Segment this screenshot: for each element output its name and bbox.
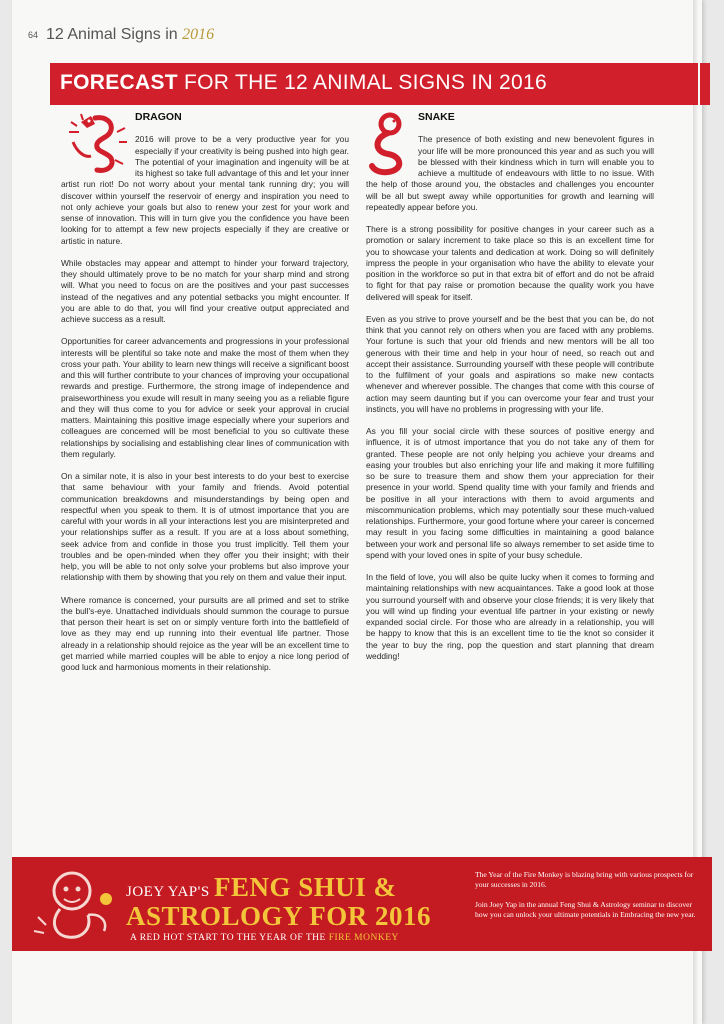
ad-tagline-gold: FIRE MONKEY [328,933,399,943]
page-number: 64 [28,29,39,40]
article-title [60,71,547,95]
ad-headline-line2: ASTROLOGY FOR 2016 [126,901,432,931]
ad-tagline-white: A RED HOT START TO THE YEAR OF THE [130,933,326,943]
dragon-heading: DRAGON [135,111,182,123]
ad-promo-paragraph: Join Joey Yap in the annual Feng Shui & Astrology seminar to discover how you can unlock your ultimate potentials in Embracing the new year. [475,900,696,919]
snake-paragraph: The presence of both existing and new benevolent figures in your life will be more pronounced this year and as such you will be blessed with their kindness which in turn will enable you to achieve a multitude of endeavours with little to no issue. With the help of those around you, the obstacles and challenges you encounter will be all but swept away while opportunities for growth and learning will repeatedly appear before you. [366,134,654,212]
ad-headline-line1 [126,872,396,903]
snake-emblem-icon [366,112,412,176]
dragon-column [61,112,349,684]
article-title-bold: FORECAST [60,71,178,94]
dragon-paragraph: While obstacles may appear and attempt to hinder your forward trajectory, they should ultimately prove to be no match for your sharp mind and strong will. What you need to focus on are the positives and your past successes instead of the negatives and any potential setbacks you might encounter. If you are able to do that, you will find your creative output appreciated and achieve success as a result. [61,257,349,324]
dragon-paragraph: 2016 will prove to be a very productive year for you especially if your creativity is being pushed into high gear. The potential of your imagination and ingenuity will be at its highest so take full advantage of this and let your inner artist run riot! Do not worry about your mental tank running dry; you will discover within yourself the reservoir of energy and inspiration you need to not only achieve your goals but also to renew your zest for your work and sense of innovation. This will in turn give you the confidence you have been looking for to attempt a few new projects especially if they are creative or artistic in nature. [61,134,349,246]
snake-paragraph: As you fill your social circle with these sources of positive energy and influence, it is of utmost importance that you do not take any of them for granted. These people are not only helping you achieve your dreams and easing your troubles but also enriching your life and making it more fulfilling so be sure to treasure them and show them your appreciation for their presence in your world. Spend quality time with your family and friends and be positive in all your interactions with them to avoid arguments and miscommunication problems, which may potentially sour these much-valued relationships. Furthermore, your good fortune where your career is concerned may result in you facing some difficulties in maintaining a good balance between your work and personal life so always remember to set aside time to spend with your loved ones in spite of your busy schedule. [366,426,654,560]
dragon-paragraph: Opportunities for career advancements and progressions in your professional interests will be plentiful so take note and make the most of them when they cross your path. Your ability to learn new things will receive a significant boost and this will further contribute to your chances of improving your occupational rewards and prestige. Furthermore, the strong image of independence and praiseworthiness you exude will result in many seeing you as a reliable figure and they will thus come to you for advice or seek your approval in crucial matters. Maintaining this positive image especially where your superiors and colleagues are concerned will be most beneficial to you so cultivate these relationships by socialising and establishing clear lines of communication with them regularly. [61,336,349,459]
ad-headline-feng-shui: FENG SHUI & [213,872,397,902]
dragon-paragraph: Where romance is concerned, your pursuits are all primed and set to strike the bull's-eye. Unattached individuals should summon the courage to pursue that person their heart is set on or simply venture forth into the battlefield of love as they may end up running into their eventual life partner. Those already in a relationship should rejoice as the year will be an excellent time to get married while married couples will be able to enjoy a nice long period of good luck and harmonious moments in their relationship. [61,594,349,672]
article-title-rest: FOR THE 12 ANIMAL SIGNS IN 2016 [184,71,547,94]
snake-paragraph: Even as you strive to prove yourself and be the best that you can be, do not think that you cannot rely on others when you are faced with any problems. Your fortune is such that your old friends and new mentors will be all too generous with their time and help in your hour of need, so reach out and accept their assistance. Surrounding yourself with these people will contribute to the fulfilment of your goals and aspirations so make new contacts whenever and wherever possible. The changes that come with this course of action may seem daunting but if you can overcome your fear and trust your instincts, you will have no problems in progressing with your life. [366,313,654,414]
dragon-paragraph: On a similar note, it is also in your best interests to do your best to exercise that same behaviour with your family and friends. Avoid potential communication breakdowns and misunderstandings by being open and respectful when you speak to them. It is of utmost importance that you are careful with your words in all your interactions lest you are misinterpreted and your relationships suffer as a result. If you are at a loss about something, seek advice from and confide in those you trust implicitly. Tell them your troubles and be open-minded when they offer you their insight; with their help, you will be able to not only solve your problems but also improve your relationship with them by showing that you rely on them and value their input. [61,471,349,583]
ad-tagline [130,933,399,943]
ad-promo-paragraph: The Year of the Fire Monkey is blazing bring with various prospects for your successes in 2016. [475,870,694,889]
running-header [28,26,214,44]
fire-monkey-emblem-icon [32,865,120,945]
seminar-advertisement [12,857,712,951]
running-title: 12 Animal Signs in [46,26,178,43]
running-title-year: 2016 [182,26,215,43]
dragon-emblem-icon [61,112,129,174]
snake-column [366,112,654,673]
ad-brand: JOEY YAP'S [126,884,210,900]
snake-paragraph: There is a strong possibility for positive changes in your career such as a promotion or salary increment to take place so this is an excellent time for you to showcase your talents and dedication at work. Doing so will definitely impress the people in your organisation who have the ability to elevate your position in the workforce so put in that extra bit of effort and do not be afraid to fight for that pay raise or promotion because the quality work you have delivered will speak for itself. [366,224,654,302]
ad-promo-text [475,870,697,930]
snake-heading: SNAKE [418,111,455,123]
snake-paragraph: In the field of love, you will also be quite lucky when it comes to forming and maintaining relationships with new acquaintances. Take a good look at those you surround yourself with and observe your close friends; it is very likely that you will wind up finding your eventual life partner in your existing or newly expanded social circle. For those who are already in a relationship, you will be happy to know that this is an excellent time to tie the knot so consider it the year to buy the ring, pop the question and start planning that dream wedding! [366,572,654,661]
